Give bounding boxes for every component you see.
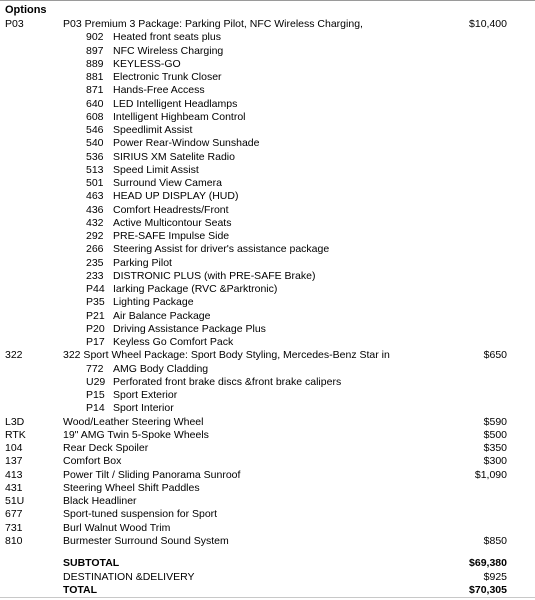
package-item-row — [0, 111, 535, 124]
package-item-name: Sport Exterior — [113, 389, 178, 401]
option-code: 731 — [5, 521, 23, 534]
package-item-name: Sport Interior — [113, 402, 174, 415]
package-item-code: 463 — [86, 190, 104, 203]
option-description: Rear Deck Spoiler — [63, 442, 149, 454]
package-item-code: P20 — [86, 322, 105, 335]
option-row — [0, 535, 535, 548]
package-item-row — [0, 45, 535, 58]
package-item-code: P35 — [86, 296, 105, 309]
package-item-code: 513 — [86, 163, 104, 176]
option-price: $350 — [483, 442, 507, 454]
package-item-name: AMG Body Cladding — [113, 362, 209, 375]
option-row — [0, 442, 535, 455]
option-code: 104 — [5, 442, 23, 454]
package-item-name: Active Multicontour Seats — [113, 216, 232, 229]
package-item-name: Electronic Trunk Closer — [113, 71, 222, 83]
option-code: 51U — [5, 495, 25, 507]
package-item-name: Hands-Free Access — [113, 84, 205, 97]
option-code: RTK — [5, 428, 26, 441]
option-description: Wood/Leather Steering Wheel — [63, 415, 204, 428]
total-row — [0, 557, 535, 570]
total-value: $925 — [483, 570, 507, 583]
package-item-row — [0, 336, 535, 349]
package-item-code: P17 — [86, 336, 105, 348]
package-item-code: 897 — [86, 44, 104, 57]
package-item-name: Intelligent Highbeam Control — [113, 110, 246, 123]
package-item-code: 501 — [86, 177, 104, 189]
package-item-name: Power Rear-Window Sunshade — [113, 137, 260, 150]
package-item-row — [0, 84, 535, 97]
package-item-name: HEAD UP DISPLAY (HUD) — [113, 190, 239, 203]
bottom-divider — [0, 597, 535, 598]
package-item-row — [0, 402, 535, 415]
option-price: $300 — [483, 455, 507, 468]
package-item-name: Keyless Go Comfort Pack — [113, 336, 234, 348]
total-label: DESTINATION &DELIVERY — [63, 570, 195, 583]
package-item-row — [0, 71, 535, 84]
option-code: 431 — [5, 481, 23, 494]
package-item-code: 902 — [86, 31, 104, 44]
option-row — [0, 429, 535, 442]
package-item-row — [0, 58, 535, 71]
package-item-row — [0, 363, 535, 376]
option-code: 413 — [5, 468, 23, 481]
package-item-code: 233 — [86, 269, 104, 282]
package-item-name: Speedlimit Assist — [113, 124, 193, 136]
package-item-row — [0, 137, 535, 150]
package-item-code: P14 — [86, 402, 105, 415]
package-item-row — [0, 257, 535, 270]
option-description: Burmester Surround Sound System — [63, 534, 229, 547]
package-item-row — [0, 31, 535, 44]
option-row — [0, 18, 535, 31]
package-item-row — [0, 376, 535, 389]
package-item-code: 546 — [86, 124, 104, 136]
package-item-row — [0, 204, 535, 217]
package-item-row — [0, 270, 535, 283]
package-item-row — [0, 124, 535, 137]
option-row — [0, 416, 535, 429]
package-item-code: 871 — [86, 84, 104, 97]
total-value: $69,380 — [469, 557, 507, 569]
total-label: SUBTOTAL — [63, 557, 120, 569]
total-row — [0, 571, 535, 584]
package-item-row — [0, 151, 535, 164]
option-description: Burl Walnut Wood Trim — [63, 521, 171, 534]
package-item-name: NFC Wireless Charging — [113, 44, 224, 57]
package-item-name: Parking Pilot — [113, 256, 172, 269]
package-item-row — [0, 230, 535, 243]
package-item-code: P44 — [86, 283, 105, 295]
package-item-name: SIRIUS XM Satelite Radio — [113, 150, 235, 163]
option-price: $590 — [483, 415, 507, 428]
total-value: $70,305 — [469, 584, 507, 596]
package-item-name: Air Balance Package — [113, 309, 211, 322]
option-price: $1,090 — [474, 468, 507, 481]
package-item-row — [0, 283, 535, 296]
package-item-code: 881 — [86, 71, 104, 83]
package-item-code: P21 — [86, 309, 105, 322]
option-description: P03 Premium 3 Package: Parking Pilot, NFC Wireless Charging, — [63, 18, 363, 30]
package-item-name: Steering Assist for driver's assistance package — [113, 243, 330, 256]
package-item-row — [0, 310, 535, 323]
option-description: Sport-tuned suspension for Sport — [63, 508, 218, 521]
package-item-name: Driving Assistance Package Plus — [113, 322, 266, 335]
option-code: P03 — [5, 18, 24, 30]
package-item-name: Lighting Package — [113, 296, 194, 309]
option-code: 810 — [5, 534, 23, 547]
total-label: TOTAL — [63, 584, 98, 596]
package-item-name: Speed Limit Assist — [113, 163, 199, 176]
option-price: $500 — [483, 428, 507, 441]
options-heading: Options — [5, 4, 47, 16]
package-item-row — [0, 323, 535, 336]
option-row — [0, 455, 535, 468]
package-item-row — [0, 164, 535, 177]
option-description: Comfort Box — [63, 455, 122, 468]
package-item-row — [0, 177, 535, 190]
package-item-row — [0, 190, 535, 203]
package-item-name: Perforated front brake discs &front brake calipers — [113, 375, 342, 388]
package-item-code: 432 — [86, 216, 104, 229]
package-item-name: Iarking Package (RVC &Parktronic) — [113, 283, 278, 295]
package-item-row — [0, 389, 535, 402]
package-item-name: Heated front seats plus — [113, 31, 221, 44]
option-row — [0, 495, 535, 508]
package-item-row — [0, 217, 535, 230]
package-item-name: LED Intelligent Headlamps — [113, 97, 238, 110]
option-row — [0, 522, 535, 535]
package-item-code: 266 — [86, 243, 104, 256]
package-item-row — [0, 98, 535, 111]
option-code: 677 — [5, 508, 23, 521]
option-description: 322 Sport Wheel Package: Sport Body Styling, Mercedes-Benz Star in — [63, 349, 390, 362]
package-item-code: 436 — [86, 203, 104, 216]
package-item-code: 640 — [86, 97, 104, 110]
option-description: 19" AMG Twin 5-Spoke Wheels — [63, 428, 209, 441]
package-item-code: 540 — [86, 137, 104, 150]
top-divider — [0, 0, 535, 1]
option-code: 322 — [5, 349, 23, 362]
option-code: L3D — [5, 415, 25, 428]
option-row — [0, 508, 535, 521]
package-item-name: PRE-SAFE Impulse Side — [113, 230, 230, 242]
option-row — [0, 482, 535, 495]
package-item-row — [0, 243, 535, 256]
option-row — [0, 469, 535, 482]
package-item-code: 608 — [86, 110, 104, 123]
option-description: Steering Wheel Shift Paddles — [63, 481, 200, 494]
package-item-row — [0, 296, 535, 309]
package-item-name: Surround View Camera — [113, 177, 222, 189]
package-item-code: 536 — [86, 150, 104, 163]
option-row — [0, 349, 535, 362]
package-item-code: U29 — [86, 375, 106, 388]
package-item-name: DISTRONIC PLUS (with PRE-SAFE Brake) — [113, 269, 316, 282]
option-price: $650 — [483, 349, 507, 362]
package-item-code: 235 — [86, 256, 104, 269]
option-description: Black Headliner — [63, 495, 137, 507]
option-description: Power Tilt / Sliding Panorama Sunroof — [63, 468, 241, 481]
option-price: $10,400 — [469, 18, 507, 30]
option-price: $850 — [483, 534, 507, 547]
package-item-name: KEYLESS-GO — [113, 57, 181, 70]
package-item-code: 889 — [86, 57, 104, 70]
total-row — [0, 584, 535, 597]
package-item-code: 772 — [86, 362, 104, 375]
package-item-code: 292 — [86, 230, 104, 242]
option-code: 137 — [5, 455, 23, 468]
package-item-code: P15 — [86, 389, 105, 401]
package-item-name: Comfort Headrests/Front — [113, 203, 229, 216]
